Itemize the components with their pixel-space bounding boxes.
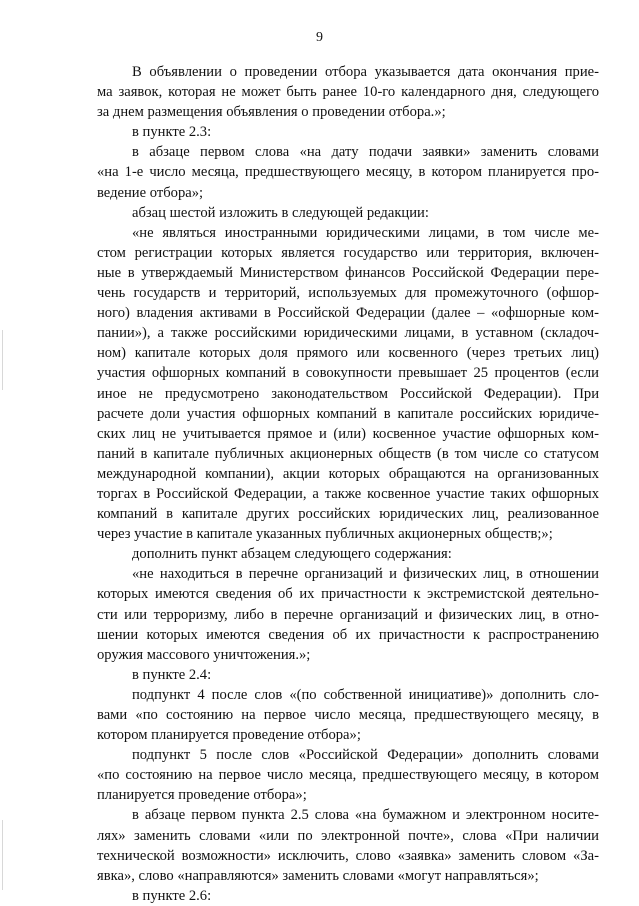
document-body <box>97 62 599 906</box>
text-line: в абзаце первом слова «на дату подачи заявки» заменить словами <box>132 144 599 161</box>
text-line: ные в утверждаемый Министерством финансов Российской Федерации пере- <box>97 264 599 281</box>
text-line: в пункте 2.4: <box>132 666 212 683</box>
text-line: технической возможности» исключить, слово «заявка» заменить словом «За- <box>97 847 599 864</box>
text-line: которых имеются сведения об их причастности к экстремистской деятельно- <box>97 586 599 603</box>
text-line: подпункт 4 после слов «(по собственной инициативе)» дополнить сло- <box>132 686 599 703</box>
text-line: «не являться иностранными юридическими лицами, в том числе ме- <box>132 224 599 241</box>
text-line: «не находиться в перечне организаций и физических лиц, в отношении <box>132 566 599 583</box>
text-line: в пункте 2.3: <box>132 124 212 141</box>
text-line: сти или терроризму, либо в перечне организаций и физических лиц, в отно- <box>97 606 599 623</box>
text-line: через участие в капитале указанных публичных акционерных обществ;»; <box>97 526 553 543</box>
text-line: расчете доли участия офшорных компаний в капитале российских юридиче- <box>97 405 599 422</box>
text-line: планируется проведение отбора»; <box>97 787 307 804</box>
text-line: ма заявок, которая не может быть ранее 10-го календарного дня, следующего <box>97 84 599 101</box>
page-number: 9 <box>316 30 323 45</box>
text-line: лях» заменить словами «или по электронной почте», слова «При наличии <box>97 827 599 844</box>
text-line: В объявлении о проведении отбора указывается дата окончания прие- <box>132 64 599 80</box>
text-line: пании»), а также российскими юридическими лицами, в уставном (складоч- <box>97 325 599 342</box>
text-line: в пункте 2.6: <box>132 887 212 904</box>
text-line: ведение отбора»; <box>97 184 204 201</box>
text-line: дополнить пункт абзацем следующего содержания: <box>132 546 452 563</box>
text-line: шении которых имеются сведения об их причастности к распространению <box>97 626 599 643</box>
text-line: торгах в Российской Федерации, а также косвенное участие таких офшорных <box>97 485 599 502</box>
text-line: абзац шестой изложить в следующей редакции: <box>132 204 429 221</box>
text-line: в абзаце первом пункта 2.5 слова «на бумажном и электронном носите- <box>132 807 599 824</box>
text-line: оружия массового уничтожения.»; <box>97 646 311 663</box>
text-line: за днем размещения объявления о проведении отбора.»; <box>97 104 446 121</box>
text-line: иное не предусмотрено законодательством Российской Федерации). При <box>97 385 599 402</box>
scan-edge-mark <box>2 330 3 390</box>
text-line: «по состоянию на первое число месяца, предшествующего месяцу, в котором <box>97 767 599 784</box>
text-line: чень государств и территорий, используемых для промежуточного (офшор- <box>97 285 599 302</box>
scan-edge-mark <box>2 820 3 890</box>
text-line: компаний в капитале других российских юридических лиц, реализованное <box>97 506 599 523</box>
text-line: подпункт 5 после слов «Российской Федерации» дополнить словами <box>132 747 599 764</box>
text-line: паний в капитале публичных акционерных обществ (в том числе со статусом <box>97 445 599 462</box>
text-line: международной компании), акции которых обращаются на организованных <box>97 465 599 482</box>
text-line: ном) капитале которых доля прямого или косвенного (через третьих лиц) <box>97 345 599 362</box>
text-line: участия офшорных компаний в совокупности превышает 25 процентов (если <box>97 365 599 382</box>
text-line: явка», слово «направляются» заменить словами «могут направляться»; <box>97 867 539 884</box>
text-line: стом регистрации которых является государство или территория, включен- <box>97 244 599 261</box>
text-line: котором планируется проведение отбора»; <box>97 727 361 744</box>
text-line: ного) владения активами в Российской Федерации (далее – «офшорные ком- <box>97 305 599 322</box>
text-line: ских лиц не учитывается прямое и (или) косвенное участие офшорных ком- <box>97 425 599 442</box>
text-line: «на 1-е число месяца, предшествующего месяцу, в котором планируется про- <box>97 164 599 181</box>
text-line: вами «по состоянию на первое число месяца, предшествующего месяцу, в <box>97 707 599 723</box>
